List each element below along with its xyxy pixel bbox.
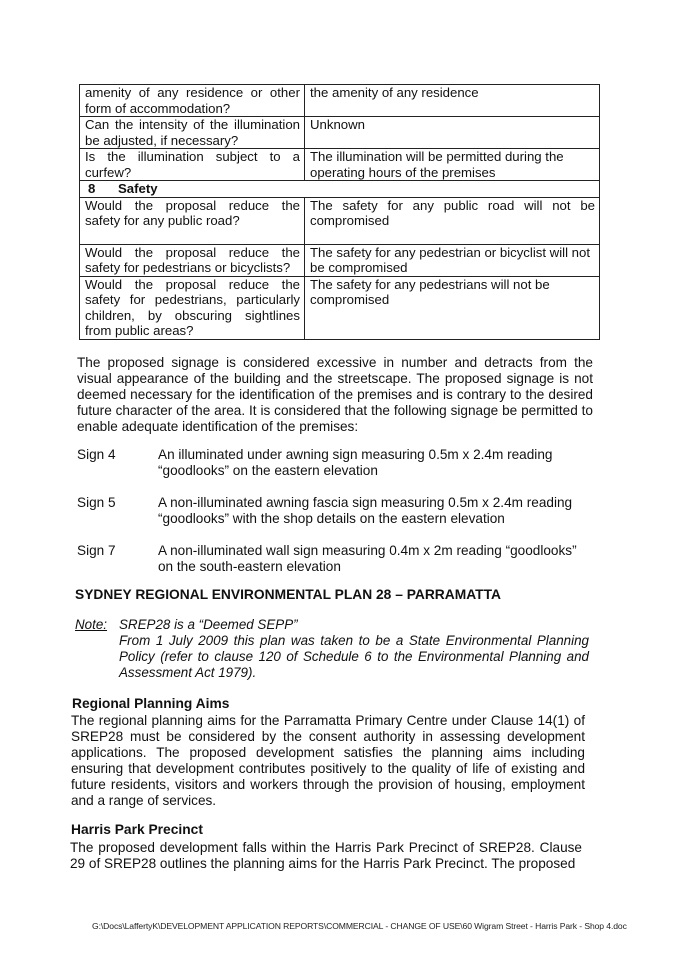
- answer-cell: The safety for any public road will not be compromised: [305, 197, 600, 244]
- section-header-row: [80, 181, 600, 198]
- question-cell: Would the proposal reduce the safety for pedestrians, particularly children, by obscuring sightlines from public areas?: [80, 276, 305, 339]
- table-row: [80, 117, 600, 149]
- section-title: Safety: [118, 181, 158, 196]
- note-line: From 1 July 2009 this plan was taken to be a State Environmental Planning Policy (refer to clause 120 of Schedule 6 to the Environmental Planning and Assessment Act 1979).: [119, 633, 589, 680]
- plan-heading: SYDNEY REGIONAL ENVIRONMENTAL PLAN 28 – PARRAMATTA: [75, 587, 501, 602]
- note-body: [119, 617, 589, 681]
- question-cell: Would the proposal reduce the safety for any public road?: [80, 197, 305, 244]
- table-row: [80, 149, 600, 181]
- summary-paragraph: The proposed signage is considered excessive in number and detracts from the visual appearance of the building and the streetscape. The proposed signage is not deemed necessary for the identification of the premises and is contrary to the desired future character of the area. It is considered that the following signage be permitted to enable adequate identification of the premises:: [77, 355, 593, 434]
- answer-cell: The safety for any pedestrian or bicyclist will not be compromised: [305, 244, 600, 276]
- answer-cell: Unknown: [305, 117, 600, 149]
- answer-cell: The safety for any pedestrians will not be compromised: [305, 276, 600, 339]
- sign-label: Sign 7: [77, 543, 116, 558]
- table-row: [80, 85, 600, 117]
- table-row: [80, 244, 600, 276]
- regional-heading: Regional Planning Aims: [72, 696, 230, 711]
- table-row: [80, 197, 600, 244]
- section-number: 8: [88, 181, 96, 196]
- assessment-table: [79, 84, 600, 340]
- sign-description: A non-illuminated wall sign measuring 0.4m x 2m reading “goodlooks” on the south-eastern elevation: [158, 543, 577, 574]
- answer-cell: the amenity of any residence: [305, 85, 600, 117]
- sign-description: A non-illuminated awning fascia sign measuring 0.5m x 2.4m reading “goodlooks” with the shop details on the eastern elevation: [158, 495, 573, 526]
- regional-paragraph: The regional planning aims for the Parramatta Primary Centre under Clause 14(1) of SREP28 must be considered by the consent authority in assessing development applications. The proposed development satisfies the planning aims including ensuring that development contributes positively to the quality of life of existing and future residents, visitors and workers through the provision of housing, employment and a range of services.: [71, 713, 585, 808]
- question-cell: Can the intensity of the illumination be adjusted, if necessary?: [80, 117, 305, 149]
- question-cell: Would the proposal reduce the safety for pedestrians or bicyclists?: [80, 244, 305, 276]
- question-cell: amenity of any residence or other form of accommodation?: [80, 85, 305, 117]
- note-line: SREP28 is a “Deemed SEPP”: [119, 617, 298, 632]
- sign-label: Sign 4: [77, 447, 116, 462]
- file-path-footer: G:\Docs\LaffertyK\DEVELOPMENT APPLICATION REPORTS\COMMERCIAL - CHANGE OF USE\60 Wigram Street - Harris Park - Shop 4.doc: [92, 921, 627, 931]
- harris-paragraph: The proposed development falls within the Harris Park Precinct of SREP28. Clause 29 of SREP28 outlines the planning aims for the Harris Park Precinct. The proposed: [70, 840, 582, 871]
- answer-cell: The illumination will be permitted during the operating hours of the premises: [305, 149, 600, 181]
- sign-label: Sign 5: [77, 495, 116, 510]
- sign-description: An illuminated under awning sign measuring 0.5m x 2.4m reading “goodlooks” on the eastern elevation: [158, 447, 553, 478]
- section-heading: [80, 181, 600, 198]
- note-label: Note:: [75, 617, 108, 632]
- harris-heading: Harris Park Precinct: [71, 822, 203, 837]
- question-cell: Is the illumination subject to a curfew?: [80, 149, 305, 181]
- table-row: [80, 276, 600, 339]
